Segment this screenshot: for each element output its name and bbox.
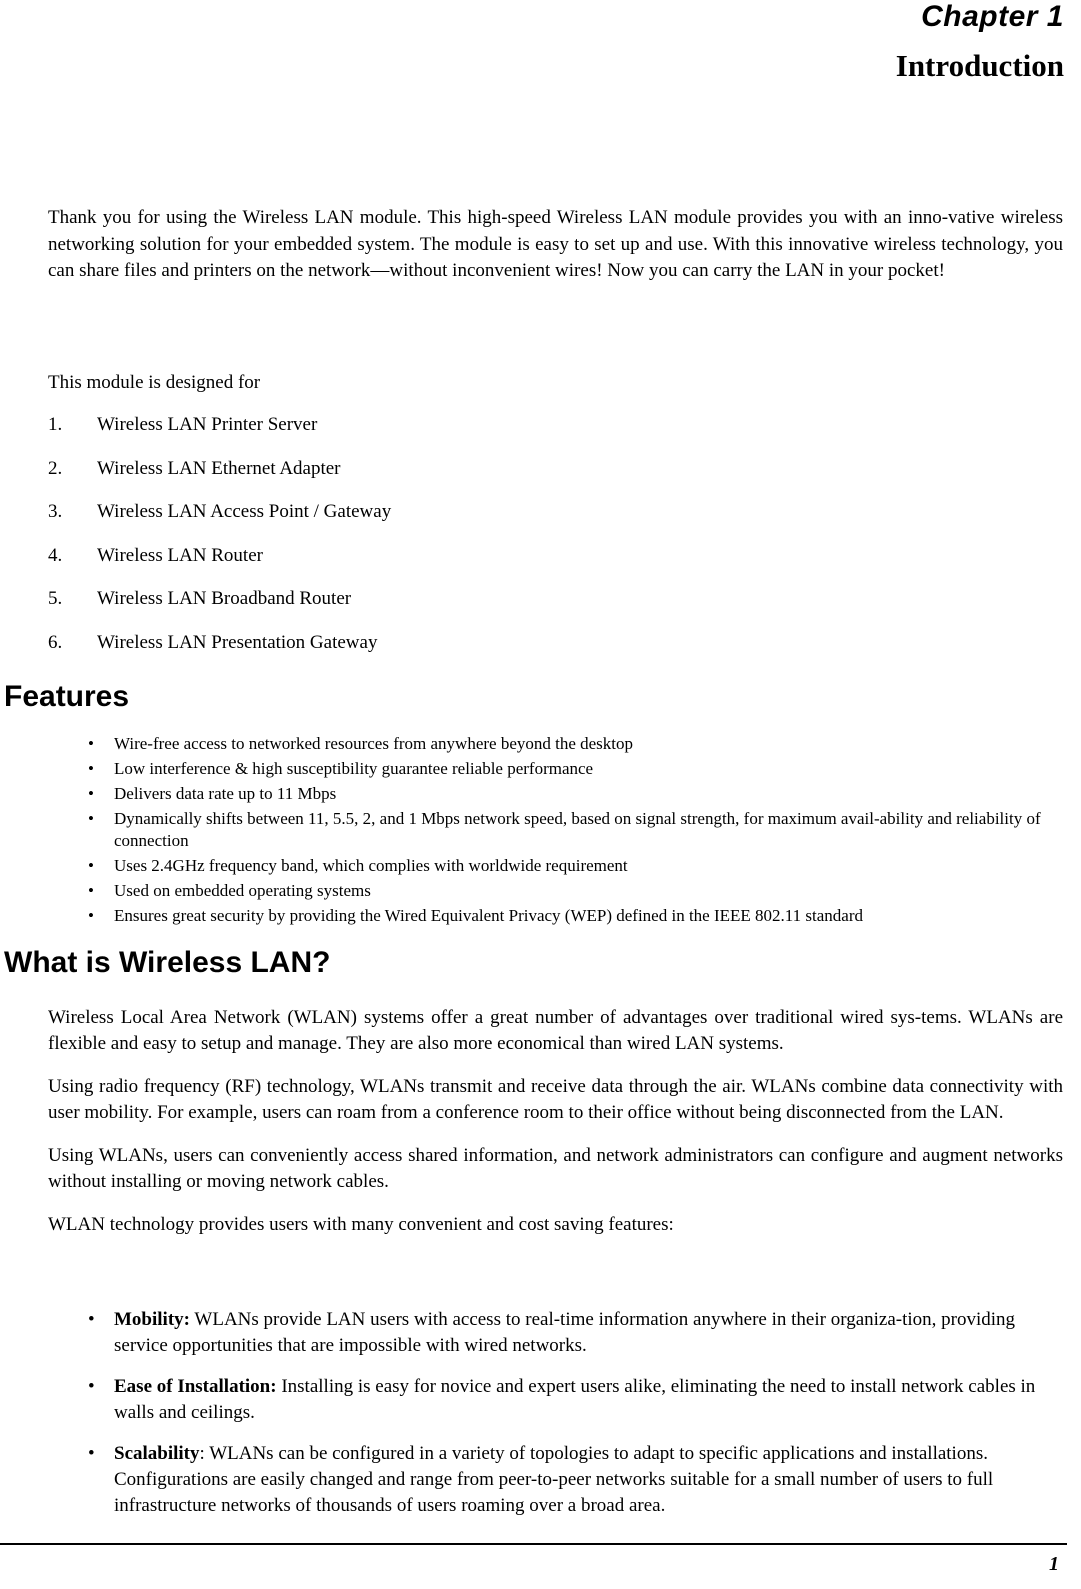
list-item-number: 3. — [48, 501, 63, 523]
benefit-term: Ease of Installation: — [114, 1376, 277, 1397]
benefit-text: Installing is easy for novice and expert users alike, eliminating the need to install network cables in walls and ceilings. — [114, 1376, 1036, 1423]
list-item — [88, 1441, 1050, 1519]
list-item-number: 5. — [48, 588, 63, 610]
list-item-text: Wireless LAN Router — [97, 544, 263, 566]
bullet-icon: • — [88, 1309, 95, 1330]
paragraph: Using WLANs, users can conveniently access shared information, and network administrators can configure and augment networks without installing or moving network cables. — [48, 1145, 1063, 1192]
features-list — [88, 733, 1048, 930]
bullet-icon: • — [88, 809, 94, 828]
wireless-lan-heading: What is Wireless LAN? — [4, 946, 331, 979]
paragraph: WLAN technology provides users with many convenient and cost saving features: — [48, 1214, 674, 1235]
list-item — [48, 414, 391, 458]
list-item-text: Wire-free access to networked resources from anywhere beyond the desktop — [114, 734, 634, 753]
page-number: 1 — [1049, 1553, 1059, 1575]
list-item — [48, 545, 391, 589]
list-item — [88, 880, 1048, 902]
list-item — [48, 501, 391, 545]
chapter-label: Chapter 1 — [921, 0, 1064, 33]
list-item-text: Delivers data rate up to 11 Mbps — [114, 784, 337, 803]
list-item — [88, 733, 1048, 755]
intro-paragraph: Thank you for using the Wireless LAN module. This high-speed Wireless LAN module provides you with an inno-vative wireless networking solution for your embedded system. The module is easy to set up and use. With this innovative wireless technology, you can share files and printers on the network—without inconvenient wires! Now you can carry the LAN in your pocket! — [48, 207, 1063, 281]
list-item — [48, 632, 391, 676]
bullet-icon: • — [88, 881, 94, 900]
designed-for-text: This module is designed for — [48, 372, 261, 393]
list-item-number: 6. — [48, 631, 63, 653]
list-item-text: Wireless LAN Access Point / Gateway — [97, 501, 392, 523]
list-item-text: Uses 2.4GHz frequency band, which complies with worldwide requirement — [114, 856, 628, 875]
page-title: Introduction — [895, 48, 1064, 83]
benefit-text: WLANs provide LAN users with access to real-time information anywhere in their organiza-tion, providing service opportunities that are impossible with wired networks. — [114, 1309, 1016, 1356]
footer-divider — [0, 1543, 1067, 1545]
list-item — [88, 905, 1048, 927]
list-item-text: Dynamically shifts between 11, 5.5, 2, and 1 Mbps network speed, based on signal strength, for maximum avail-ability and reliability of connection — [114, 809, 1041, 850]
list-item-number: 1. — [48, 414, 63, 435]
wireless-lan-body — [48, 1005, 1063, 1255]
list-item — [88, 758, 1048, 780]
paragraph: Wireless Local Area Network (WLAN) systems offer a great number of advantages over traditional wired sys-tems. WLANs are flexible and easy to setup and manage. They are also more economical than wired LAN systems. — [48, 1007, 1063, 1054]
list-item-text: Wireless LAN Printer Server — [97, 414, 318, 435]
list-item — [88, 783, 1048, 805]
list-item — [88, 1374, 1050, 1426]
list-item-number: 4. — [48, 544, 63, 566]
list-item — [88, 855, 1048, 877]
bullet-icon: • — [88, 1443, 95, 1464]
list-item — [88, 808, 1048, 852]
list-item — [88, 1307, 1050, 1359]
list-item-text: Wireless LAN Presentation Gateway — [97, 631, 378, 653]
list-item-text: Low interference & high susceptibility guarantee reliable performance — [114, 759, 594, 778]
bullet-icon: • — [88, 759, 94, 778]
features-heading: Features — [4, 680, 130, 713]
list-item — [48, 458, 391, 502]
list-item-text: Used on embedded operating systems — [114, 881, 371, 900]
benefits-list — [88, 1307, 1050, 1534]
benefit-text: : WLANs can be configured in a variety of topologies to adapt to specific applications and installations. Configurations are easily changed and range from peer-to-peer networks suitable for a small number of users to full infrastructure networks of thousands of users roaming over a broad area. — [114, 1443, 994, 1516]
benefit-term: Scalability — [114, 1443, 200, 1464]
bullet-icon: • — [88, 856, 94, 875]
list-item-text: Wireless LAN Broadband Router — [97, 588, 352, 610]
list-item-text: Wireless LAN Ethernet Adapter — [97, 457, 341, 479]
list-item-number: 2. — [48, 457, 63, 479]
paragraph: Using radio frequency (RF) technology, WLANs transmit and receive data through the air. WLANs combine data connectivity with user mobility. For example, users can roam from a conference room to their office without being disconnected from the LAN. — [48, 1076, 1063, 1123]
list-item — [48, 588, 391, 632]
bullet-icon: • — [88, 1376, 95, 1397]
applications-list — [48, 414, 391, 676]
bullet-icon: • — [88, 734, 94, 753]
bullet-icon: • — [88, 906, 94, 925]
benefit-term: Mobility: — [114, 1309, 190, 1330]
list-item-text: Ensures great security by providing the Wired Equivalent Privacy (WEP) defined in the IEEE 802.11 standard — [114, 906, 863, 925]
bullet-icon: • — [88, 784, 94, 803]
